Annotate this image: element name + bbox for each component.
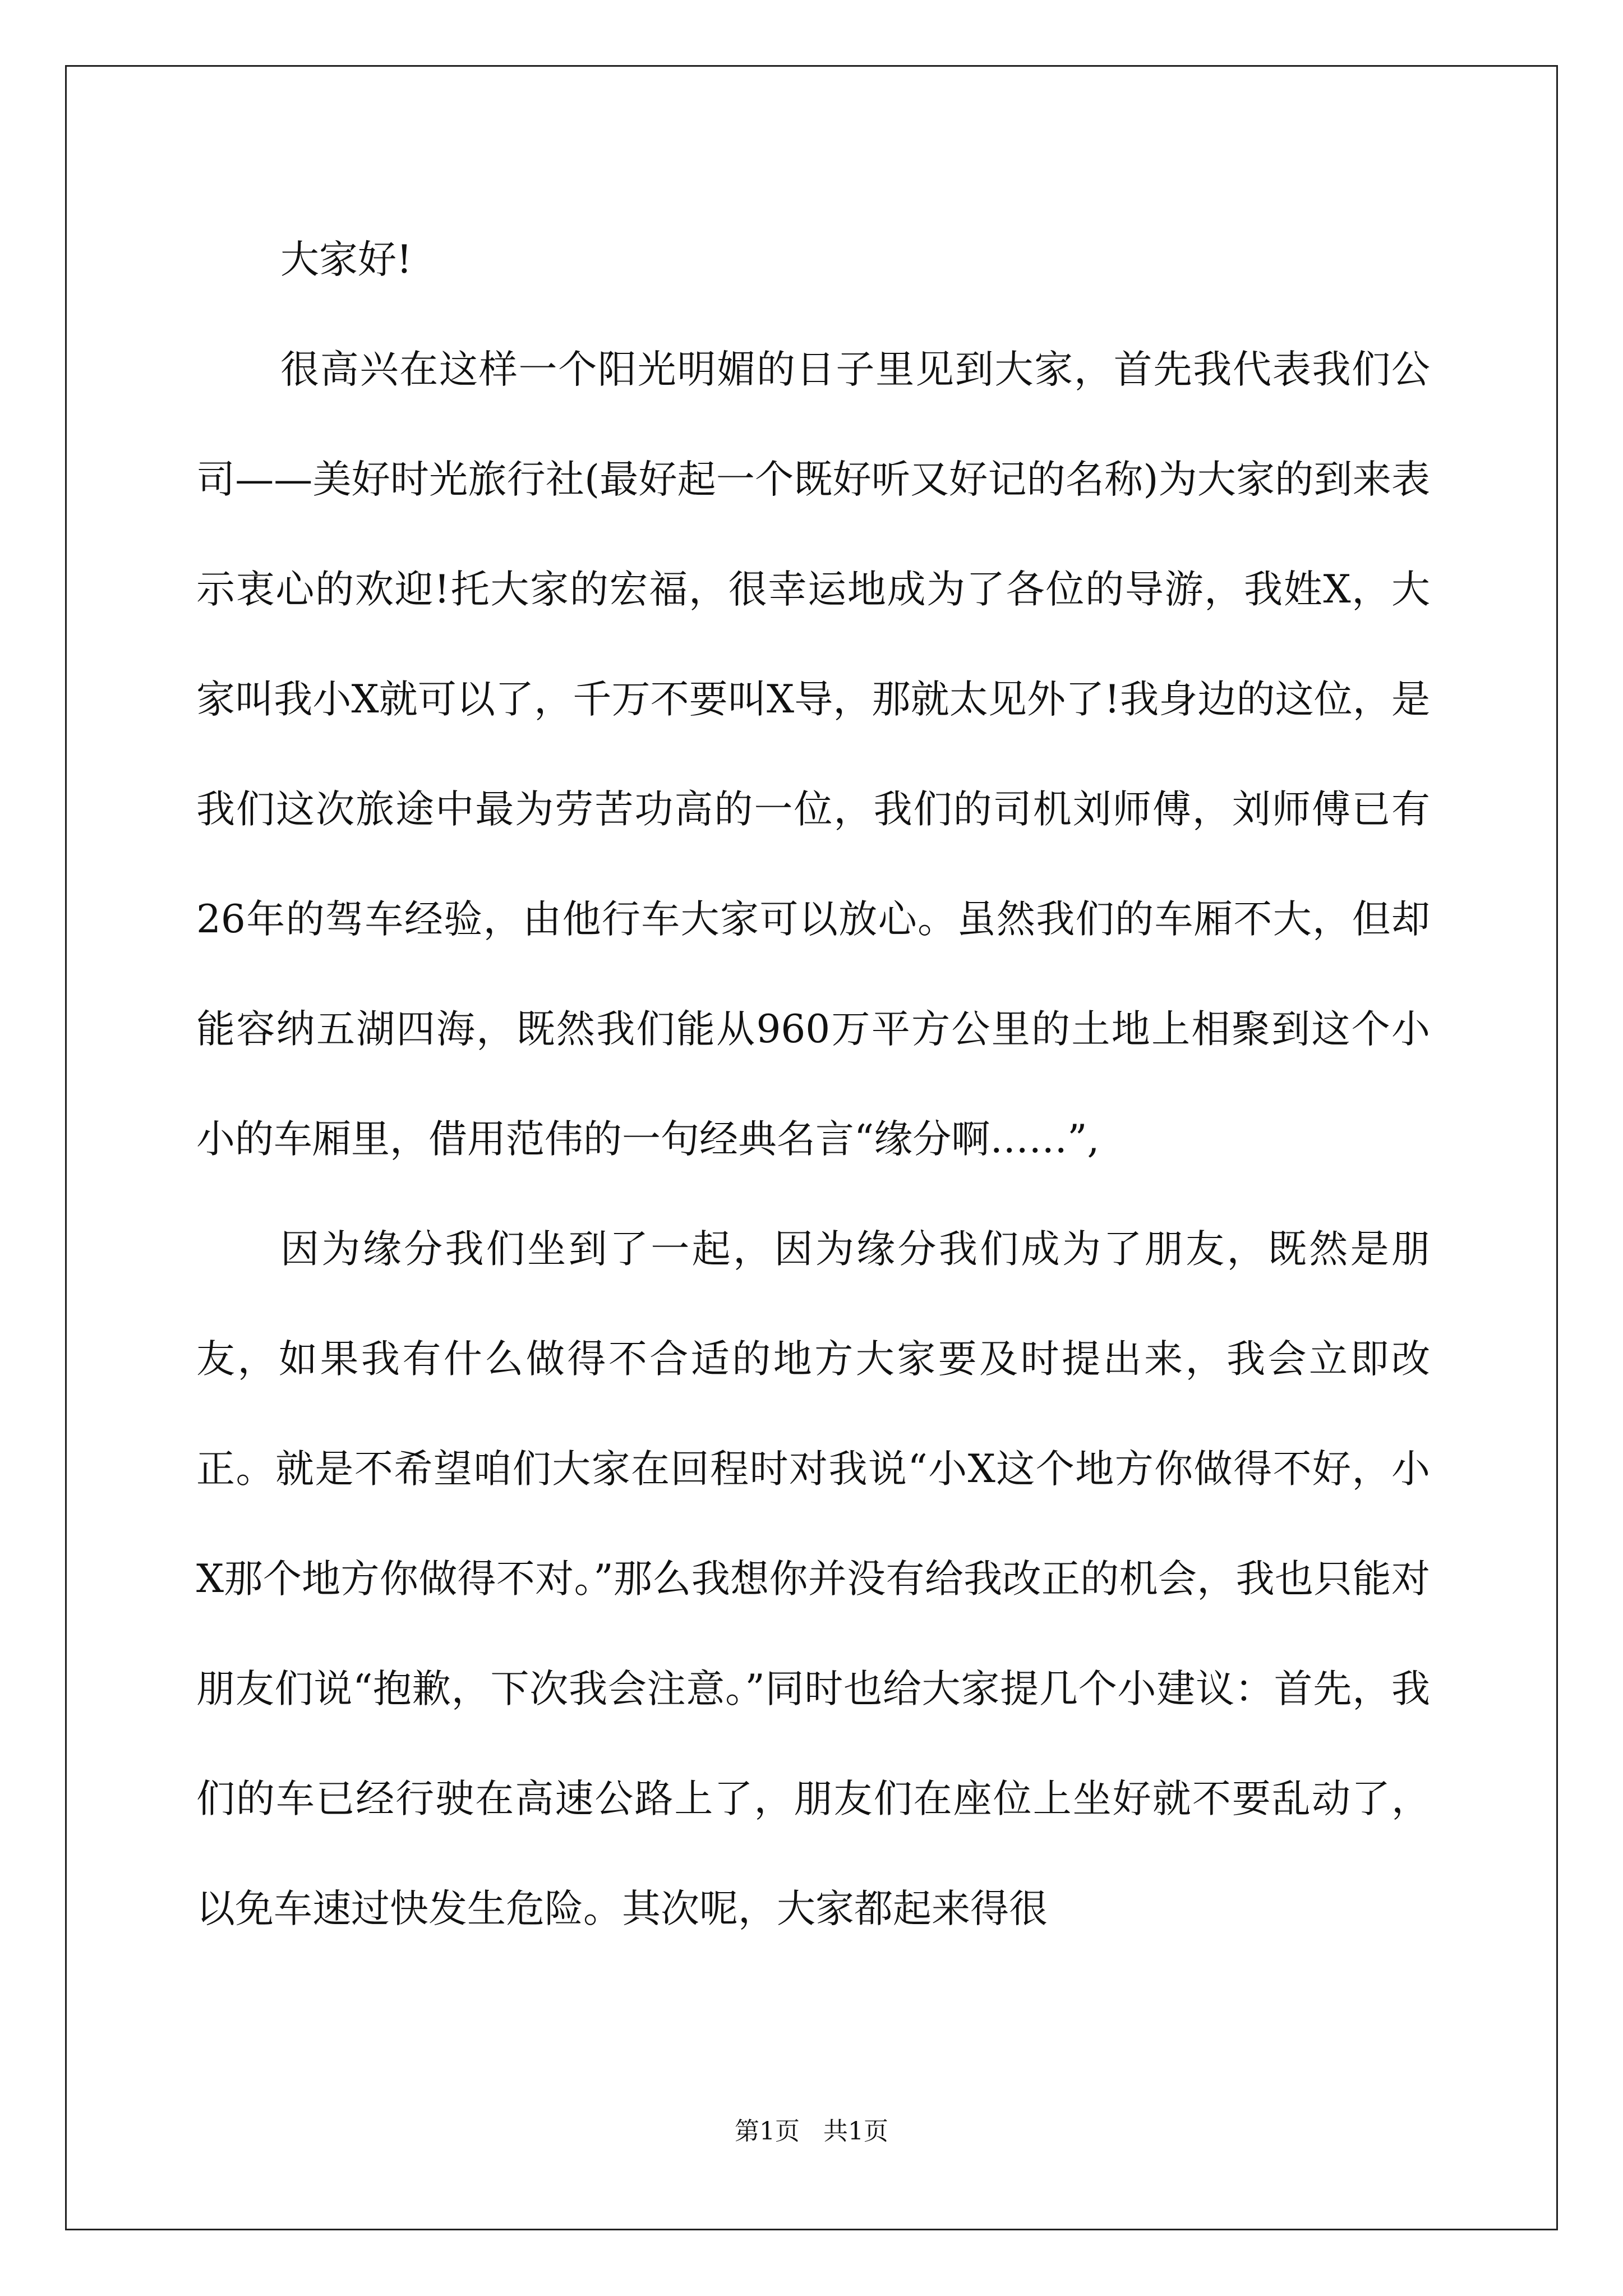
page-footer: 第1页 共1页: [735, 2117, 888, 2146]
paragraph-introduction: 很高兴在这样一个阳光明媚的日子里见到大家，首先我代表我们公司——美好时光旅行社(最好起一个既好听又好记的名称)为大家的到来表示衷心的欢迎!托大家的宏福，很幸运地成为了各位的导游，我姓X，大家叫我小X就可以了，千万不要叫X导，那就太见外了!我身边的这位，是我们这次旅途中最为劳苦功高的一位，我们的司机刘师傅，刘师傅已有26年的驾车经验，由他行车大家可以放心。虽然我们的车厢不大，但却能容纳五湖四海，既然我们能从960万平方公里的土地上相聚到这个小小的车厢里，借用范伟的一句经典名言“缘分啊……”,: [196, 347, 1430, 1162]
document-body: [196, 205, 1430, 1964]
paragraph-greeting: 大家好!: [280, 237, 412, 282]
paragraph-suggestions: 因为缘分我们坐到了一起，因为缘分我们成为了朋友，既然是朋友，如果我有什么做得不合适的地方大家要及时提出来，我会立即改正。就是不希望咱们大家在回程时对我说“小X这个地方你做得不好，小X那个地方你做得不对。”那么我想你并没有给我改正的机会，我也只能对朋友们说“抱歉，下次我会注意。”同时也给大家提几个小建议：首先，我们的车已经行驶在高速公路上了，朋友们在座位上坐好就不要乱动了，以免车速过快发生危险。其次呢，大家都起来得很: [196, 1227, 1430, 1931]
